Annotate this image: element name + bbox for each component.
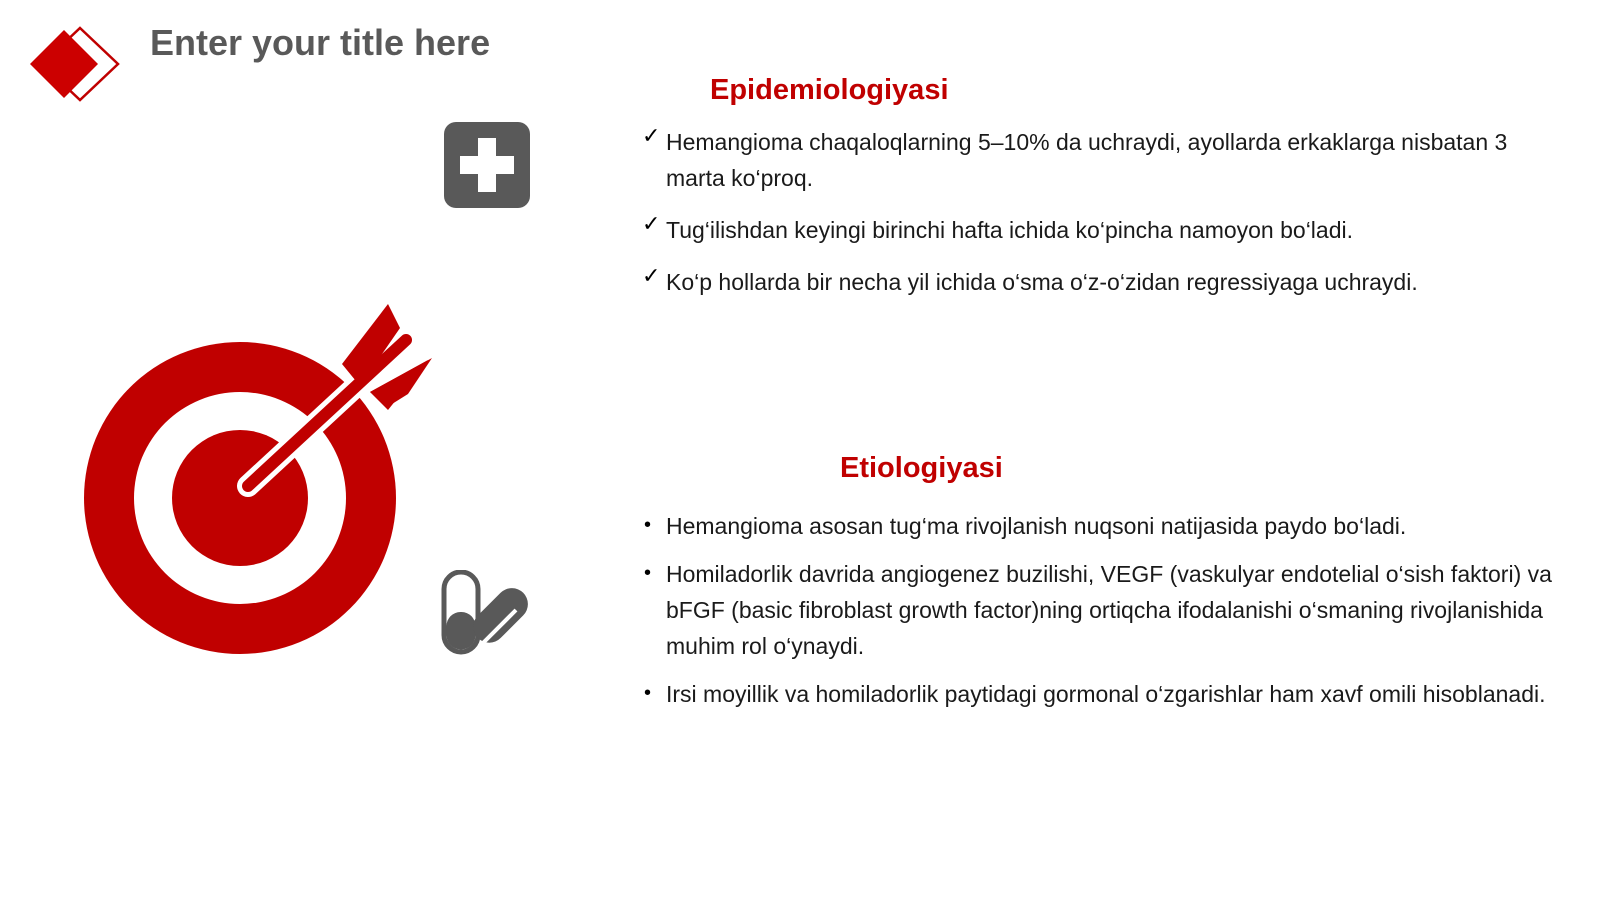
list-item xyxy=(640,676,1570,712)
etiology-title: Etiologiyasi xyxy=(840,452,1003,484)
list-item-text: Hemangioma asosan tug‘ma rivojlanish nuqsoni natijasida paydo bo‘ladi. xyxy=(666,513,1407,539)
epidemiology-title: Epidemiologiyasi xyxy=(710,74,949,106)
check-icon: ✓ xyxy=(642,211,661,236)
list-item-text: Hemangioma chaqaloqlarning 5–10% da uchraydi, ayollarda erkaklarga nisbatan 3 marta ko‘proq. xyxy=(666,129,1508,191)
red-diamond-logo xyxy=(24,26,120,102)
epidemiology-list xyxy=(640,124,1570,316)
list-item xyxy=(640,508,1570,544)
bullet-icon: • xyxy=(644,514,652,536)
slide-title: Enter your title here xyxy=(150,22,491,63)
list-item-text: Tug‘ilishdan keyingi birinchi hafta ichida ko‘pincha namoyon bo‘ladi. xyxy=(666,217,1354,243)
list-item xyxy=(640,556,1570,664)
list-item xyxy=(640,264,1570,300)
pills-icon xyxy=(440,570,530,656)
etiology-list xyxy=(640,508,1570,724)
check-icon: ✓ xyxy=(642,263,661,288)
list-item-text: Homiladorlik davrida angiogenez buzilishi, VEGF (vaskulyar endotelial o‘sish faktori) va bFGF (basic fibroblast growth factor)ning ortiqcha ifodalanishi o‘smaning rivojlanishida muhim rol o‘ynaydi. xyxy=(666,561,1552,659)
bullet-icon: • xyxy=(644,562,652,584)
list-item xyxy=(640,124,1570,196)
target-arrow-icon xyxy=(70,300,440,660)
medical-cross-icon xyxy=(444,122,530,208)
list-item xyxy=(640,212,1570,248)
list-item-text: Irsi moyillik va homiladorlik paytidagi gormonal o‘zgarishlar ham xavf omili hisoblanadi. xyxy=(666,681,1546,707)
check-icon: ✓ xyxy=(642,123,661,148)
list-item-text: Ko‘p hollarda bir necha yil ichida o‘sma o‘z-o‘zidan regressiyaga uchraydi. xyxy=(666,269,1418,295)
bullet-icon: • xyxy=(644,682,652,704)
